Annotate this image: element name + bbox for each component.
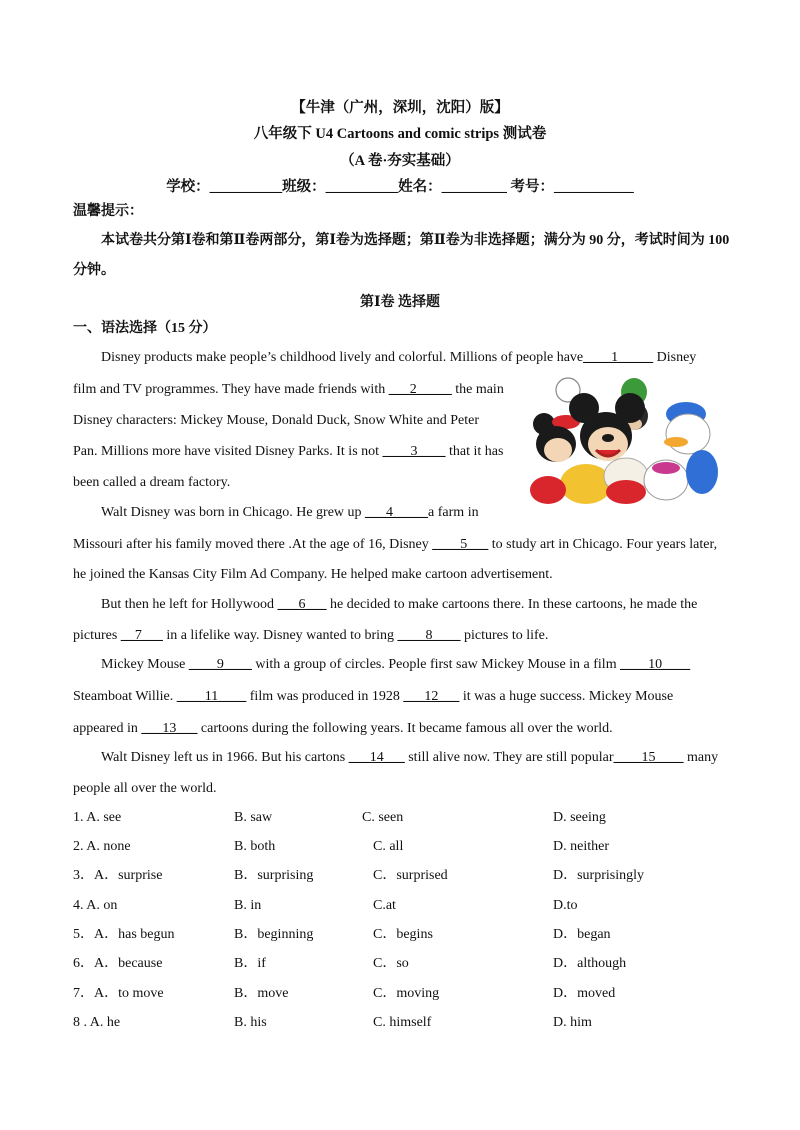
passage-line xyxy=(73,566,553,584)
option-a[interactable]: 6．A．because xyxy=(73,956,163,971)
passage-text: it was a huge success. Mickey Mouse xyxy=(459,689,674,704)
option-d[interactable]: D．began xyxy=(553,927,611,942)
blank-3: ____3____ xyxy=(382,444,446,459)
passage-line xyxy=(73,536,717,554)
passage-text: in a lifelike way. Disney wanted to bring xyxy=(162,628,398,643)
option-c[interactable]: C. all xyxy=(373,839,404,854)
part-title: 第Ⅰ卷 选择题 xyxy=(359,295,441,310)
option-a[interactable]: 3．A．surprise xyxy=(73,868,163,883)
blank-9: ____9____ xyxy=(188,657,252,672)
passage-text: cartoons during the following years. It became famous all over the world. xyxy=(197,721,613,736)
passage-text: film was produced in 1928 xyxy=(246,689,404,704)
passage-text: still alive now. They are still popular xyxy=(404,750,614,765)
option-c[interactable]: C．begins xyxy=(373,927,433,942)
passage-text: a farm in xyxy=(428,505,479,520)
passage-text: pictures to life. xyxy=(460,628,549,643)
passage-line xyxy=(101,656,690,674)
option-b[interactable]: B. in xyxy=(234,898,262,913)
passage-line xyxy=(73,780,216,798)
header-edition: 【牛津（广州，深圳，沈阳）版】 xyxy=(291,100,509,116)
disney-characters-image xyxy=(526,372,720,508)
option-a[interactable]: 1. A. see xyxy=(73,810,122,825)
passage-text: Walt Disney left us in 1966. But his cartons xyxy=(101,750,349,765)
passage-text: people all over the world. xyxy=(73,781,217,796)
passage-text: Disney xyxy=(653,350,697,365)
blank-12: ___12___ xyxy=(403,689,460,704)
option-c[interactable]: C. seen xyxy=(362,810,404,825)
passage-text: Pan. Millions more have visited Disney Parks. It is not xyxy=(73,444,383,459)
passage-text: Missouri after his family moved there .At the age of 16, Disney xyxy=(73,537,433,552)
student-info-line: 学校：__________班级：__________姓名：_________ 考号：___________ xyxy=(166,179,634,195)
passage-line xyxy=(101,596,697,614)
blank-6: ___6___ xyxy=(277,597,327,612)
passage-text: he decided to make cartoons there. In these cartoons, he made the xyxy=(326,597,698,612)
option-d[interactable]: D.to xyxy=(553,898,578,913)
blank-1: ____1_____ xyxy=(583,350,654,365)
option-c[interactable]: C．so xyxy=(373,956,409,971)
option-d[interactable]: D．moved xyxy=(553,986,616,1001)
blank-7: __7___ xyxy=(120,628,163,643)
passage-text: many xyxy=(683,750,719,765)
passage-text: Disney characters: Mickey Mouse, Donald Duck, Snow White and Peter xyxy=(73,413,480,428)
blank-5: ____5___ xyxy=(432,537,489,552)
blank-4: ___4_____ xyxy=(365,505,429,520)
option-a[interactable]: 5．A．has begun xyxy=(73,927,175,942)
option-b[interactable]: B. saw xyxy=(234,810,273,825)
option-d[interactable]: D. him xyxy=(553,1015,592,1030)
passage-text: to study art in Chicago. Four years later, xyxy=(488,537,718,552)
passage-text: pictures xyxy=(73,628,121,643)
passage-line xyxy=(73,688,673,706)
section-title: 一、语法选择（15 分） xyxy=(73,321,217,336)
notice-text: 本试卷共分第Ⅰ卷和第Ⅱ卷两部分，第Ⅰ卷为选择题；第Ⅱ卷为非选择题；满分为 90 分，考试时间为 100 xyxy=(101,233,730,248)
option-a[interactable]: 8 . A. he xyxy=(73,1015,121,1030)
option-b[interactable]: B．move xyxy=(234,986,289,1001)
blank-11: ____11____ xyxy=(176,689,247,704)
option-b[interactable]: B．beginning xyxy=(234,927,314,942)
passage-line xyxy=(101,349,696,367)
passage-text: been called a dream factory. xyxy=(73,475,231,490)
passage-line xyxy=(73,412,479,430)
passage-line xyxy=(73,381,504,399)
option-d[interactable]: D．although xyxy=(553,956,627,971)
option-c[interactable]: C.at xyxy=(373,898,396,913)
passage-text: appeared in xyxy=(73,721,142,736)
blank-10: ____10____ xyxy=(620,657,691,672)
option-c[interactable]: C．surprised xyxy=(373,868,448,883)
passage-text: Walt Disney was born in Chicago. He grew up xyxy=(101,505,366,520)
passage-line xyxy=(73,474,230,492)
notice-title: 温馨提示： xyxy=(73,204,143,219)
blank-15: ____15____ xyxy=(613,750,684,765)
passage-line xyxy=(73,627,548,645)
passage-text: But then he left for Hollywood xyxy=(101,597,278,612)
passage-text: Disney products make people’s childhood lively and colorful. Millions of people have xyxy=(101,350,584,365)
passage-line xyxy=(73,443,503,461)
option-a[interactable]: 7．A．to move xyxy=(73,986,164,1001)
notice-text-cont: 分钟。 xyxy=(73,263,115,278)
passage-line xyxy=(73,720,613,738)
option-d[interactable]: D. seeing xyxy=(553,810,606,825)
blank-14: ___14___ xyxy=(348,750,405,765)
passage-text: Mickey Mouse xyxy=(101,657,189,672)
option-d[interactable]: D. neither xyxy=(553,839,609,854)
passage-text: that it has xyxy=(445,444,504,459)
option-d[interactable]: D．surprisingly xyxy=(553,868,644,883)
passage-line xyxy=(101,504,479,522)
passage-text: the main xyxy=(451,382,504,397)
option-b[interactable]: B．if xyxy=(234,956,266,971)
header-subtitle: （A 卷·夯实基础） xyxy=(340,153,460,169)
option-b[interactable]: B. both xyxy=(234,839,276,854)
option-a[interactable]: 4. A. on xyxy=(73,898,118,913)
passage-text: with a group of circles. People first saw Mickey Mouse in a film xyxy=(251,657,621,672)
blank-2: ___2_____ xyxy=(388,382,452,397)
blank-8: ____8____ xyxy=(397,628,461,643)
option-b[interactable]: B. his xyxy=(234,1015,267,1030)
passage-text: Steamboat Willie. xyxy=(73,689,177,704)
passage-line xyxy=(101,749,718,767)
header-title: 八年级下 U4 Cartoons and comic strips 测试卷 xyxy=(253,126,547,142)
option-b[interactable]: B．surprising xyxy=(234,868,314,883)
blank-13: ___13___ xyxy=(141,721,198,736)
option-c[interactable]: C. himself xyxy=(373,1015,432,1030)
option-c[interactable]: C．moving xyxy=(373,986,440,1001)
passage-text: film and TV programmes. They have made friends with xyxy=(73,382,389,397)
passage-text: he joined the Kansas City Film Ad Company. He helped make cartoon advertisement. xyxy=(73,567,553,582)
option-a[interactable]: 2. A. none xyxy=(73,839,131,854)
